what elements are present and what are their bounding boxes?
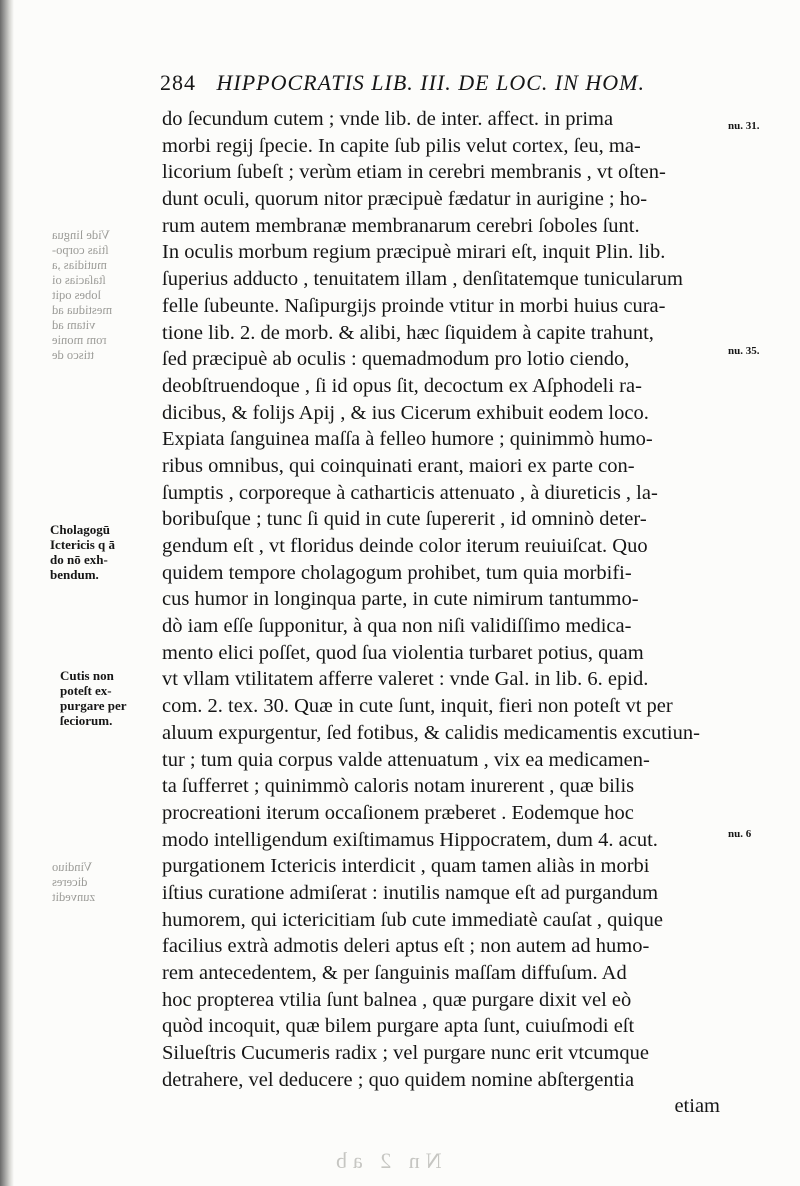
text-line: modo intelligendum exiſtimamus Hippocratem, dum 4. acut. (162, 828, 658, 851)
text-line: aluum expurgentur, ſed fotibus, & calidis medicamentis excutiun- (162, 721, 700, 744)
text-line: dò iam eſſe ſupponitur, à qua non niſi validiſſimo medica- (162, 615, 632, 638)
text-line: felle ſubeunte. Naſipurgijs proinde vtitur in morbi huius cura- (162, 294, 666, 317)
text-line: mento elici poſſet, quod ſua violentia turbaret potius, quam (162, 641, 644, 664)
margin-number: nu. 35. (728, 345, 760, 357)
text-line: ſuperius adducto , tenuitatem illam , denſitatemque tunicularum (162, 268, 683, 291)
text-line: quidem tempore cholagogum prohibet, tum quia morbifi- (162, 561, 632, 584)
margin-number: nu. 6 (728, 828, 752, 840)
text-line: rem antecedentem, & per ſanguinis maſſam diffuſum. Ad (162, 962, 627, 984)
bleed-through-notes-lower (52, 860, 154, 905)
text-line: deobſtruendoque , ſi id opus ſit, decoctum ex Aſphodeli ra- (162, 374, 642, 397)
text-line: com. 2. tex. 30. Quæ in cute ſunt, inquit, fieri non poteſt vt per (162, 695, 673, 718)
catchword: etiam (674, 1095, 720, 1118)
text-line: do ſecundum cutem ; vnde lib. de inter. affect. in prima (162, 108, 614, 130)
text-line: cus humor in longinqua parte, in cute nimirum tantummo- (162, 588, 639, 611)
bleed-through-note: rom monie (52, 333, 107, 347)
running-title: HIPPOCRATIS LIB. III. DE LOC. IN HOM. (216, 70, 645, 95)
bleed-through-note: Vide lingua (52, 228, 110, 242)
text-line: gendum eſt , vt floridus deinde color iterum reuiuiſcat. Quo (162, 535, 648, 557)
text-line: detrahere, vel deducere ; quo quidem nomine abſtergentia (162, 1068, 635, 1091)
bleed-through-note: vitam ad (52, 318, 96, 332)
text-line: morbi regij ſpecie. In capite ſub pilis velut cortex, ſeu, ma- (162, 134, 641, 157)
text-line: ſed præcipuè ab oculis : quemadmodum pro lotio ciendo, (162, 348, 630, 371)
bleed-through-note: mestidua ad (52, 303, 113, 317)
text-line: tur ; tum quia corpus valde attenuatum , vix ea medicamen- (162, 748, 650, 771)
bleed-through-note: diceres (52, 875, 88, 889)
page-number: 284 (160, 70, 196, 95)
text-line: rum autem membranæ membranarum cerebri ſoboles ſunt. (162, 214, 640, 237)
text-line: licorium ſubeſt ; verùm etiam in cerebri membranis , vt oſten- (162, 161, 666, 184)
gutter-shadow (0, 0, 14, 1186)
bleed-through-note: ttisco de (52, 348, 95, 362)
margin-note-cholagogum: Cholagogū Ictericis q ā do nō exh- bendum. (50, 522, 115, 582)
bleed-through-note: zunvedit (52, 890, 96, 904)
running-header (160, 70, 720, 98)
bleed-through-signature: Nn 2 ab (330, 1148, 442, 1173)
text-line: quòd incoquit, quæ bilem purgare apta ſunt, cuiuſmodi eſt (162, 1015, 635, 1038)
text-line: tione lib. 2. de morb. & alibi, hæc ſiquidem à capite trahunt, (162, 321, 654, 344)
text-line: ſumptis , corporeque à catharticis attenuato , à diureticis , la- (162, 481, 658, 504)
bleed-through-note: ſtaſacias oi (52, 273, 106, 287)
text-line: hoc propterea vtilia ſunt balnea , quæ purgare dixit vel eò (162, 988, 632, 1011)
text-line: facilius extrà admotis deleri aptus eſt ; non autem ad humo- (162, 935, 650, 958)
text-line: Silueſtris Cucumeris radix ; vel purgare nunc erit vtcumque (162, 1042, 649, 1065)
text-line: boribuſque ; tunc ſi quid in cute ſupererit , id omninò deter- (162, 508, 647, 531)
text-line: Expiata ſanguinea maſſa à felleo humore ; quinimmò humo- (162, 428, 653, 451)
text-line: humorem, qui ictericitiam ſub cute immediatè cauſat , quique (162, 908, 663, 931)
text-line: dunt oculi, quorum nitor præcipuè fædatur in aurigine ; ho- (162, 188, 648, 211)
bleed-through-note: Vindiuo (52, 860, 93, 874)
text-line: ta ſufferret ; quinimmò caloris notam inurerent , quæ bilis (162, 775, 635, 798)
text-line: In oculis morbum regium præcipuè mirari eſt, inquit Plin. lib. (162, 241, 666, 264)
text-line: ribus omnibus, qui coinquinati erant, maiori ex parte con- (162, 454, 635, 477)
text-line: vt vllam vtilitatem afferre valeret : vnde Gal. in lib. 6. epid. (162, 668, 649, 691)
margin-note-cutis: Cutis non poteſt ex- purgare per ſeciorum. (60, 668, 127, 728)
text-line: purgationem Ictericis interdicit , quam tamen aliàs in morbi (162, 855, 650, 878)
bleed-through-note: mutidias ,a (52, 258, 107, 272)
text-line: procreationi iterum occaſionem præberet . Eodemque hoc (162, 801, 634, 824)
bleed-through-note: lobes oqit (52, 288, 101, 302)
body-text (162, 106, 720, 1120)
bleed-through-notes (52, 228, 154, 363)
text-line: dicibus, & folijs Apij , & ius Cicerum exhibuit eodem loco. (162, 401, 649, 424)
text-line: iſtius curatione admiſerat : inutilis namque eſt ad purgandum (162, 881, 659, 904)
margin-number: nu. 31. (728, 120, 760, 132)
bleed-through-note: ſtias corpo- (52, 243, 109, 257)
